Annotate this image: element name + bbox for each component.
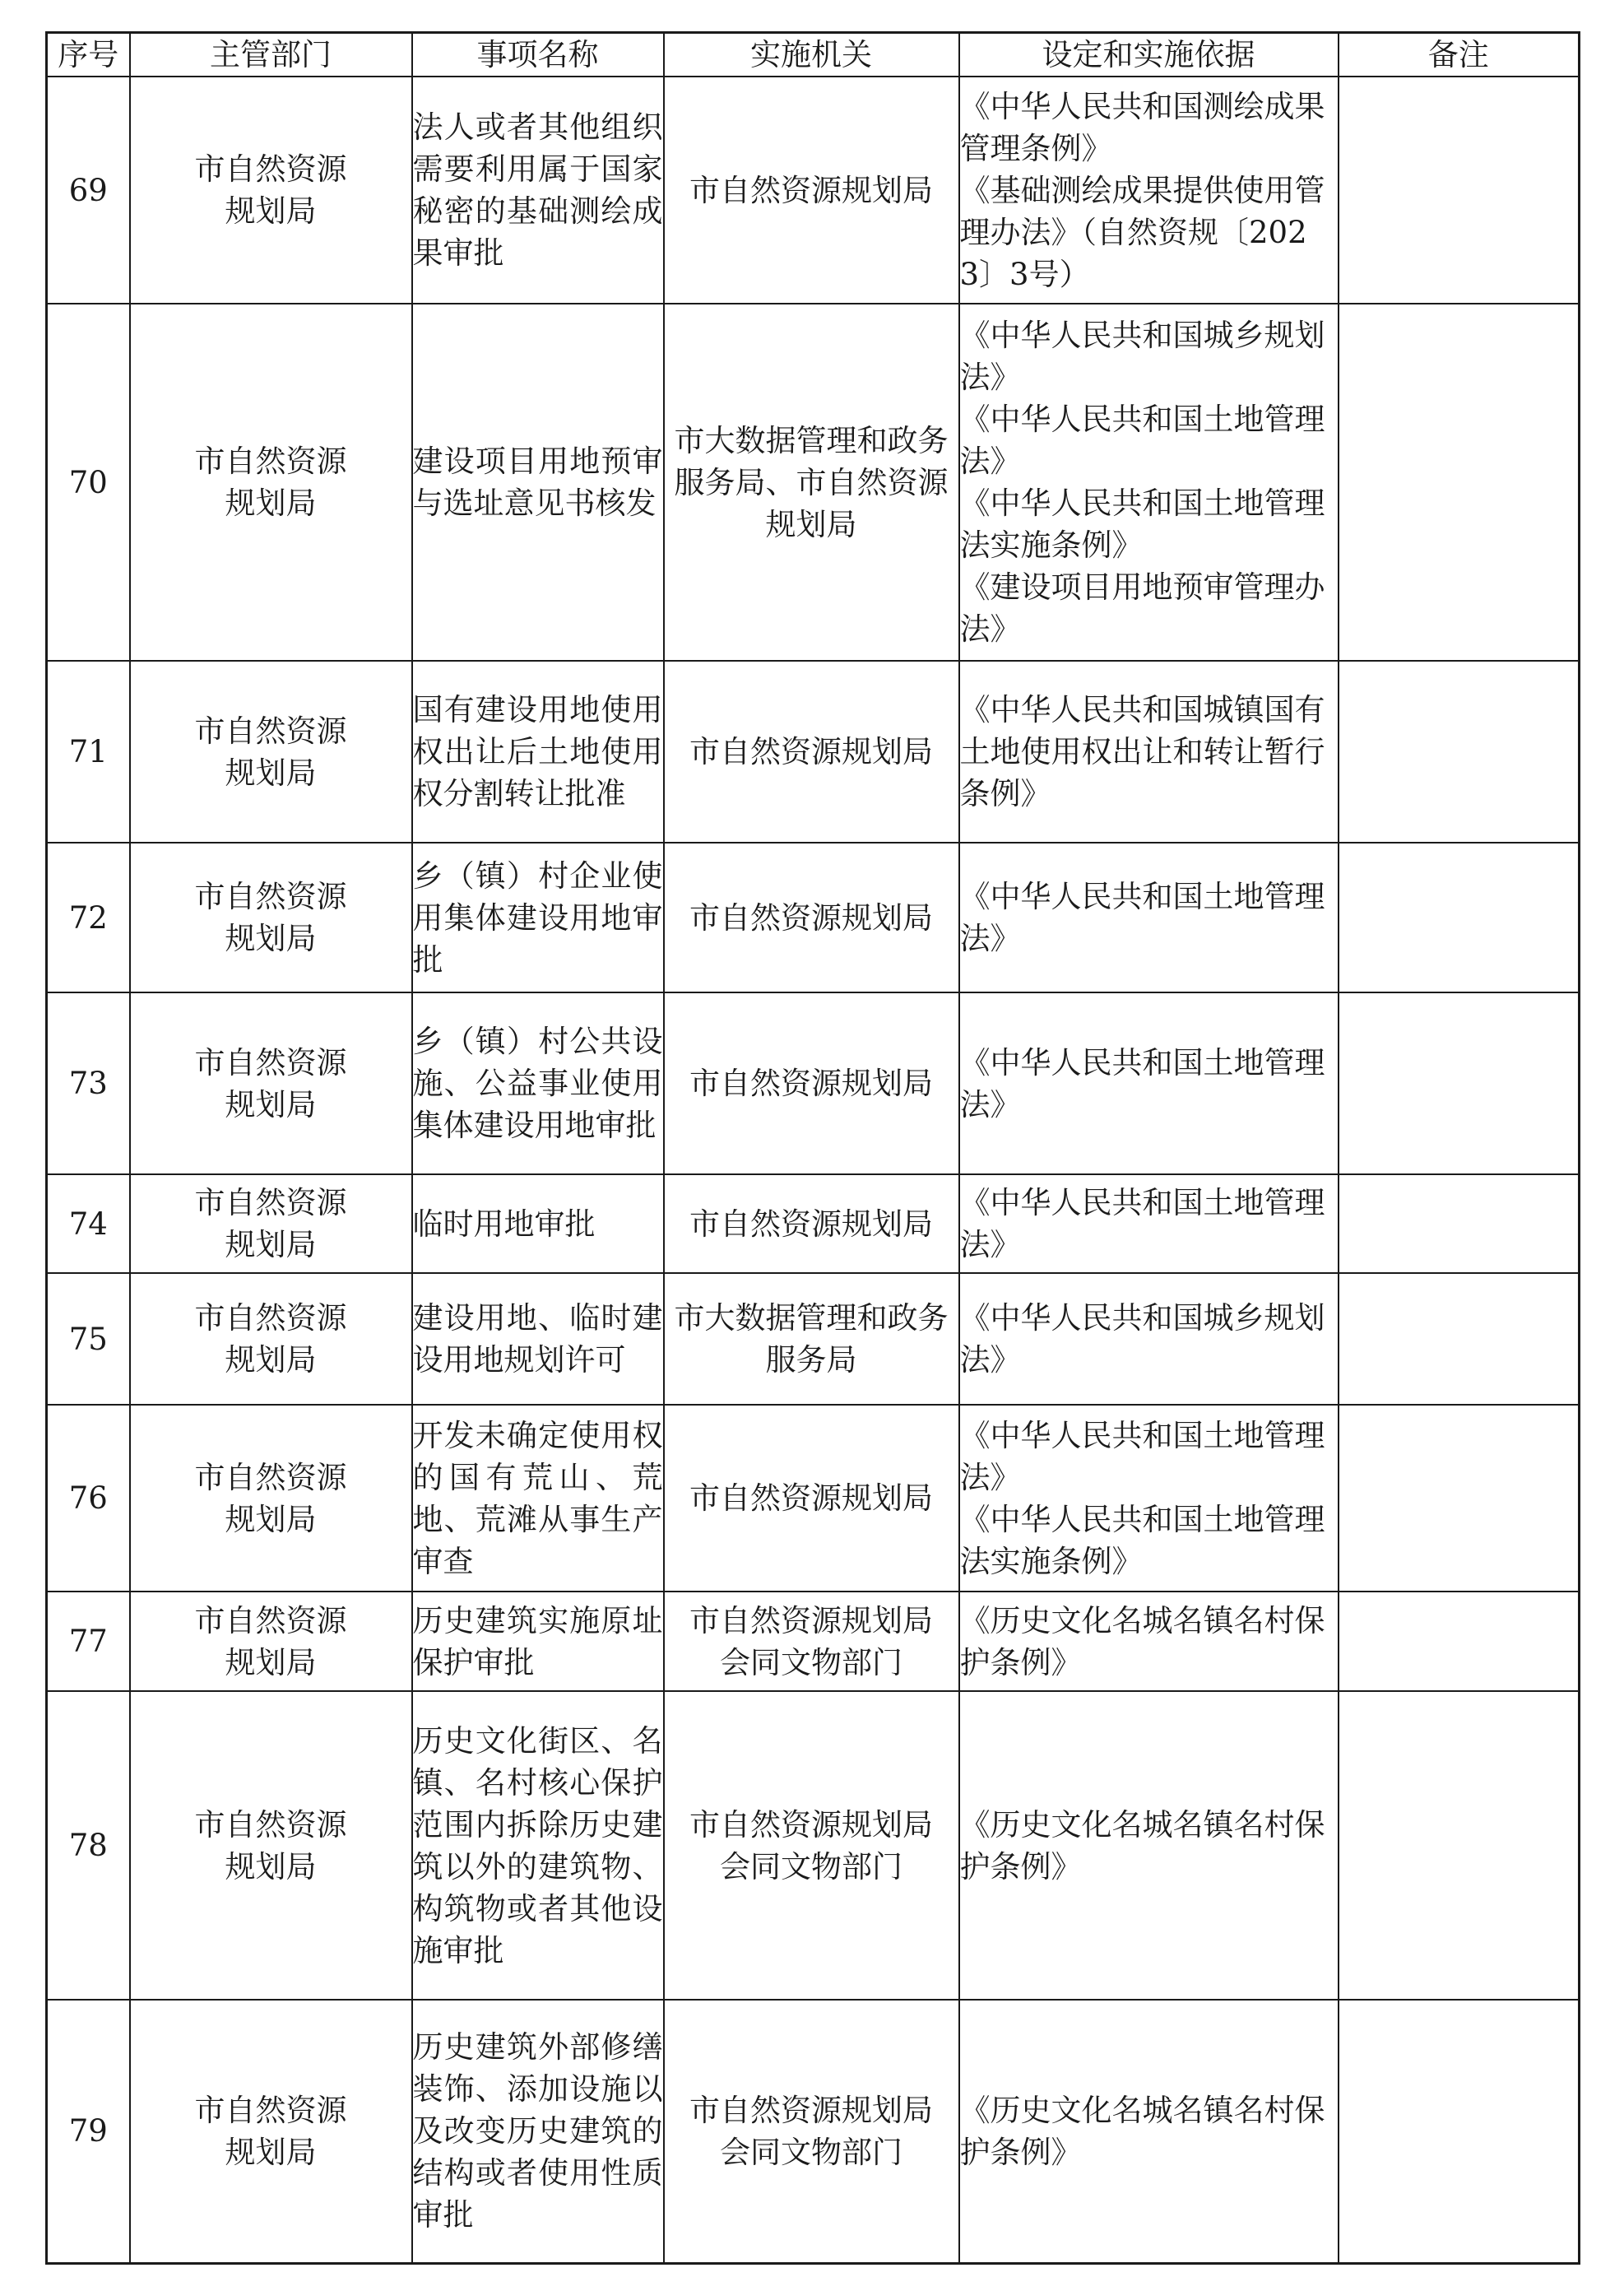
row-item-name: 历史建筑外部修缮装饰、添加设施以及改变历史建筑的结构或者使用性质审批 [412,2000,664,2263]
row-remarks [1339,2000,1580,2263]
row-item-name: 国有建设用地使用权出让后土地使用权分割转让批准 [412,661,664,843]
table-row [47,77,1580,304]
row-department: 市自然资源 规划局 [194,1044,347,1122]
header-item-name: 事项名称 [412,33,664,77]
header-index: 序号 [47,33,130,77]
table-row [47,1691,1580,2000]
row-agency: 市自然资源规划局 [689,1066,933,1101]
table-row [47,2000,1580,2263]
row-department: 市自然资源 规划局 [194,1185,347,1262]
row-item-name: 乡（镇）村公共设施、公益事业使用集体建设用地审批 [412,992,664,1174]
row-index: 76 [47,1405,130,1592]
row-index: 75 [47,1273,130,1405]
row-item-name: 临时用地审批 [412,1174,664,1273]
row-index: 78 [47,1691,130,2000]
row-index: 70 [47,304,130,661]
row-remarks [1339,1273,1580,1405]
header-department: 主管部门 [130,33,412,77]
row-item-name: 乡（镇）村企业使用集体建设用地审批 [412,843,664,992]
row-agency: 市大数据管理和政务服务局、市自然资源规划局 [674,422,949,542]
table-row [47,992,1580,1174]
row-remarks [1339,1405,1580,1592]
row-department: 市自然资源 规划局 [194,713,347,791]
row-agency: 市自然资源规划局 [689,899,933,936]
row-legal-basis: 《中华人民共和国土地管理法》 《中华人民共和国土地管理法实施条例》 [959,1417,1325,1579]
row-agency: 市自然资源规划局 [689,1480,933,1516]
row-remarks [1339,843,1580,992]
row-item-name: 建设用地、临时建设用地规划许可 [412,1273,664,1405]
header-legal-basis: 设定和实施依据 [959,33,1339,77]
row-agency: 市自然资源规划局 会同文物部门 [689,2092,933,2170]
row-legal-basis: 《中华人民共和国土地管理法》 [959,1044,1325,1122]
row-department: 市自然资源 规划局 [194,1806,347,1884]
table-row [47,304,1580,661]
row-agency: 市自然资源规划局 会同文物部门 [689,1602,933,1680]
row-index: 71 [47,661,130,843]
row-legal-basis: 《中华人民共和国城乡规划法》 《中华人民共和国土地管理法》 《中华人民共和国土地管理法实施条例》 《建设项目用地预审管理办法》 [959,318,1325,647]
row-department: 市自然资源 规划局 [194,1459,347,1537]
row-legal-basis: 《历史文化名城名镇名村保护条例》 [959,1602,1325,1680]
row-remarks [1339,1691,1580,2000]
row-agency: 市自然资源规划局 会同文物部门 [689,1806,933,1884]
header-implementing-agency: 实施机关 [664,33,959,77]
row-agency: 市自然资源规划局 [689,1206,933,1242]
document-page [45,31,1578,2265]
table-row [47,1273,1580,1405]
row-item-name: 历史建筑实施原址保护审批 [412,1592,664,1691]
row-item-name: 开发未确定使用权的国有荒山、荒地、荒滩从事生产审查 [412,1405,664,1592]
row-agency: 市大数据管理和政务服务局 [674,1300,949,1378]
row-remarks [1339,77,1580,304]
row-department: 市自然资源 规划局 [194,444,347,521]
row-item-name: 法人或者其他组织需要利用属于国家秘密的基础测绘成果审批 [412,77,664,304]
row-agency: 市自然资源规划局 [689,172,933,208]
row-agency: 市自然资源规划局 [689,734,933,769]
row-remarks [1339,1592,1580,1691]
row-department: 市自然资源 规划局 [194,1602,347,1680]
row-legal-basis: 《中华人民共和国城乡规划法》 [959,1300,1325,1378]
row-remarks [1339,992,1580,1174]
table-row [47,661,1580,843]
row-department: 市自然资源 规划局 [194,2092,347,2170]
row-department: 市自然资源 规划局 [194,151,347,229]
row-index: 72 [47,843,130,992]
table-row [47,1405,1580,1592]
header-remarks: 备注 [1339,33,1580,77]
row-legal-basis: 《中华人民共和国测绘成果管理条例》 《基础测绘成果提供使用管理办法》（自然资规〔2023〕3号） [959,88,1325,292]
row-index: 73 [47,992,130,1174]
row-legal-basis: 《中华人民共和国城镇国有土地使用权出让和转让暂行条例》 [959,692,1325,811]
table-row [47,1174,1580,1273]
row-department: 市自然资源 规划局 [194,1300,347,1378]
approval-items-table [45,31,1580,2265]
row-remarks [1339,304,1580,661]
row-legal-basis: 《中华人民共和国土地管理法》 [959,1185,1325,1262]
row-remarks [1339,1174,1580,1273]
table-header-row [47,33,1580,77]
row-index: 69 [47,77,130,304]
table-row [47,1592,1580,1691]
row-item-name: 历史文化街区、名镇、名村核心保护范围内拆除历史建筑以外的建筑物、构筑物或者其他设施审批 [412,1691,664,2000]
row-remarks [1339,661,1580,843]
row-index: 77 [47,1592,130,1691]
row-index: 79 [47,2000,130,2263]
row-item-name: 建设项目用地预审与选址意见书核发 [412,304,664,661]
table-row [47,843,1580,992]
row-legal-basis: 《历史文化名城名镇名村保护条例》 [959,1806,1325,1884]
row-legal-basis: 《中华人民共和国土地管理法》 [959,879,1325,956]
row-index: 74 [47,1174,130,1273]
row-department: 市自然资源 规划局 [194,879,347,956]
row-legal-basis: 《历史文化名城名镇名村保护条例》 [959,2092,1325,2170]
